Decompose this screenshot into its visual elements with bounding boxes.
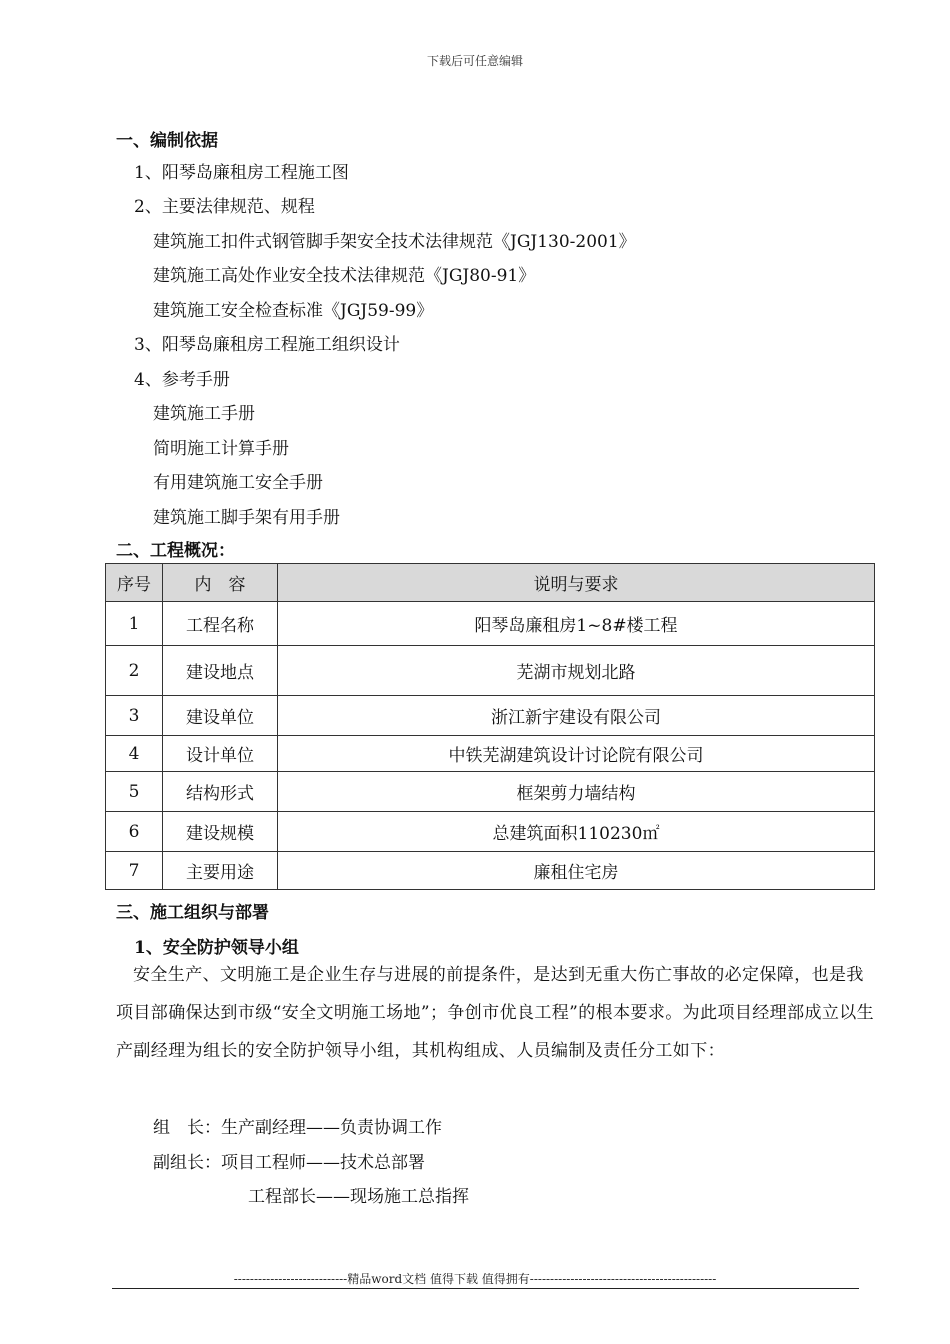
row-item: 主要用途: [163, 852, 278, 890]
row-item: 建设地点: [163, 646, 278, 696]
row-index: 3: [106, 696, 163, 736]
row-index: 2: [106, 646, 163, 696]
row-index: 5: [106, 772, 163, 812]
row-value: 芜湖市规划北路: [278, 646, 875, 696]
regulation-3: 建筑施工安全检查标准《JGJ59-99》: [153, 301, 434, 321]
table-row: [106, 772, 875, 812]
handbook-1: 建筑施工手册: [153, 404, 255, 424]
header-note: 下载后可任意编辑: [426, 54, 523, 68]
row-index: 1: [106, 602, 163, 646]
table-row: [106, 646, 875, 696]
basis-item-1: 1、阳琴岛廉租房工程施工图: [134, 163, 349, 183]
table-row: [106, 812, 875, 852]
footer-note: ----------------------------精品word文档 值得下载 值得拥有----------------------------------------------: [233, 1272, 717, 1286]
header-content: 内 容: [163, 564, 278, 602]
row-value: 阳琴岛廉租房1~8#楼工程: [278, 602, 875, 646]
section-1-title: 一、编制依据: [116, 131, 218, 151]
section-3-title: 三、施工组织与部署: [116, 903, 269, 923]
regulation-2: 建筑施工高处作业安全技术法律规范《JGJ80-91》: [153, 266, 536, 286]
row-index: 4: [106, 736, 163, 772]
basis-item-3: 3、阳琴岛廉租房工程施工组织设计: [134, 335, 400, 355]
row-value: 中铁芜湖建筑设计讨论院有限公司: [278, 736, 875, 772]
role-leader: 组 长：生产副经理——负责协调工作: [153, 1118, 442, 1138]
project-overview-table: [105, 563, 875, 890]
row-value: 廉租住宅房: [278, 852, 875, 890]
safety-paragraph: 安全生产、文明施工是企业生存与进展的前提条件，是达到无重大伤亡事故的必定保障，也是我项目部确保达到市级“安全文明施工场地”；争创市优良工程”的根本要求。为此项目经理部成立以生产副经理为组长的安全防护领导小组，其机构组成、人员编制及责任分工如下：: [116, 965, 875, 1061]
section-2-title: 二、工程概况：: [116, 541, 235, 561]
row-index: 6: [106, 812, 163, 852]
row-item: 建设单位: [163, 696, 278, 736]
table-row: [106, 852, 875, 890]
row-value: 浙江新宇建设有限公司: [278, 696, 875, 736]
handbook-4: 建筑施工脚手架有用手册: [153, 508, 340, 528]
footer-divider: [112, 1288, 859, 1289]
regulation-1: 建筑施工扣件式钢管脚手架安全技术法律规范《JGJ130-2001》: [153, 232, 636, 252]
row-value: 总建筑面积110230㎡: [278, 812, 875, 852]
table-row: [106, 602, 875, 646]
row-item: 工程名称: [163, 602, 278, 646]
table-header-row: [106, 564, 875, 602]
handbook-3: 有用建筑施工安全手册: [153, 473, 323, 493]
row-item: 建设规模: [163, 812, 278, 852]
role-deputy-2: 工程部长——现场施工总指挥: [248, 1187, 469, 1207]
safety-group-title: 1、安全防护领导小组: [134, 938, 299, 958]
table-row: [106, 736, 875, 772]
row-index: 7: [106, 852, 163, 890]
row-value: 框架剪力墙结构: [278, 772, 875, 812]
basis-item-2: 2、主要法律规范、规程: [134, 197, 315, 217]
table-row: [106, 696, 875, 736]
header-description: 说明与要求: [278, 564, 875, 602]
basis-item-4: 4、参考手册: [134, 370, 230, 390]
header-index: 序号: [106, 564, 163, 602]
row-item: 设计单位: [163, 736, 278, 772]
role-deputy-1: 副组长：项目工程师——技术总部署: [153, 1153, 425, 1173]
handbook-2: 简明施工计算手册: [153, 439, 289, 459]
row-item: 结构形式: [163, 772, 278, 812]
